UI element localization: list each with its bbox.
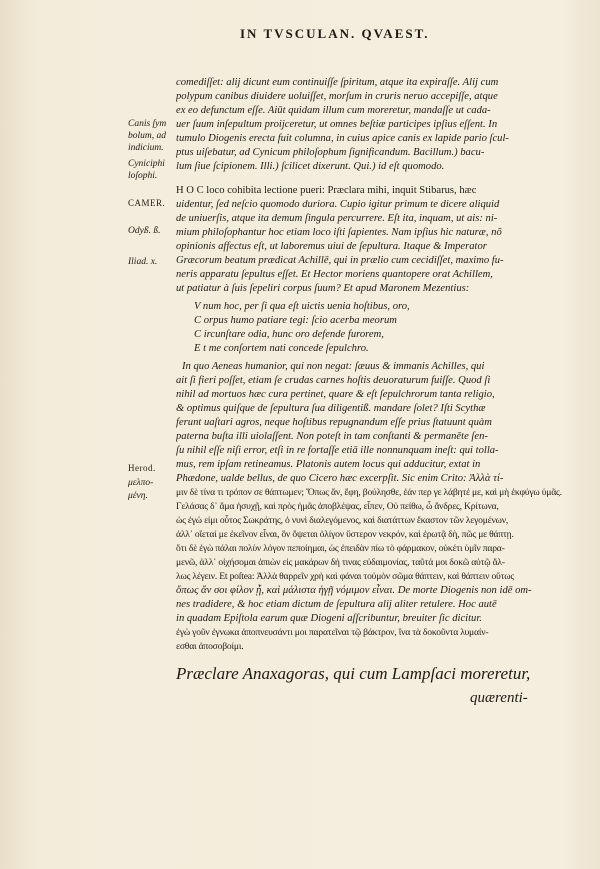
text-line: nihil ad mortuos hæc cura pertinet, quare & eſt ſepulchrorum tanta religio, [176, 389, 495, 400]
text-line: ſu nihil eſſe niſi error, etſi in re fortaſſe etiā ille nonnunquam ineſt: qui tolla- [176, 445, 499, 456]
text-line: neris apparatu ſepultus eſſet. Et Hector moriens quantopere orat Achillem, [176, 269, 493, 280]
text-line: H O C loco cohibita lectione pueri: Præclara mihi, inquit Stibarus, hæc [176, 185, 477, 196]
text-line: lum ſiue ſcipionem. Illi.) ſcilicet dixerunt. Qui.) id eſt quomodo. [176, 161, 445, 172]
text-line: Phædone, ualde bellus, de quo Cicero hæc excerpſit. Sic enim Crito: Ἀλλὰ τί- [176, 473, 504, 484]
text-line: polypum canibus diuidere uoluiſſet, morſum in cruris neruo accepiſſe, atque [176, 91, 498, 102]
greek-line: εσθαι ἀποσοβοίμι. [176, 641, 244, 652]
verse-line: C ircunſtare odia, hunc oro defende furorem, [194, 329, 384, 340]
greek-line: ἐγὼ γοῦν ἐγνωκα ἀποπνευσάντι μοι παρατεῖναι τῷ βάκτρον, ἵνα τὰ δοκοῦντα λυμαίν- [176, 627, 489, 638]
greek-line: Γελάσας δ᾽ ἅμα ἡσυχῇ, καὶ πρὸς ἡμᾶς ἀποβλέψας, εἶπεν, Οὐ πείθω, ὦ ἄνδρες, Κρίτωνα, [176, 501, 499, 512]
text-line: ut patiatur à ſuis ſepeliri corpus ſuum? Et apud Maronem Mezentius: [176, 283, 470, 294]
text-line: mium philoſophantur hoc etiam loco iſti ſapientes. Nam ipſius hic naturæ, nõ [176, 227, 502, 238]
greek-line: ὅτι δὲ ἐγὼ πάλαι πολὺν λόγον πεποίημαι, ὡς ἐπειδὰν πίω τὸ φάρμακον, οὐκέτι ὑμῖν παρα- [176, 543, 505, 554]
verse-line: C orpus humo patiare tegi: ſcio acerba meorum [194, 315, 397, 326]
text-line: nes tradidere, & hoc etiam dictum de ſepultura alij aliter retulere. Hoc autē [176, 599, 497, 610]
catchword: quærenti- [470, 690, 528, 706]
text-line: uidentur, ſed neſcio quomodo duriora. Cupio igitur primum te dicere aliquid [176, 199, 500, 210]
text-line: ὅπως ἄν σοι φίλον ᾖ, καὶ μάλιστα ἡγῇ νόμιμον εἶναι. De morte Diogenis non idē om- [176, 585, 532, 596]
text-line: ex eo defunctum eſſe. Aiūt quidam illum cum moreretur, mandaſſe ut cada- [176, 105, 491, 116]
greek-line: μενῶ, ἀλλ᾽ οἰχήσομαι ἀπιὼν εἰς μακάρων δή τινας εὐδαιμονίας, ταῦτά μοι δοκῶ αὐτῷ ἄλ- [176, 557, 505, 568]
closing-line: Præclare Anaxagoras, qui cum Lampſaci moreretur, [176, 664, 531, 683]
margin-note: Canis ſym bolum, ad indicium. [128, 119, 167, 153]
text-line: uer ſuum inſepultum proijceretur, ut omnes beſtiæ participes ipſius eſſent. In [176, 119, 498, 130]
greek-line: μιν δὲ τίνα τι τρόπον σε θάπτωμεν; Ὅπως ἄν, ἔφη, βούλησθε, ἐάν περ γε λάβητέ με, καὶ μὴ ἐκφύγω ὑμᾶς. [176, 487, 562, 498]
text-line: ait ſi fieri poſſet, etiam ſe crudas carnes hoſtis deuoraturum fuiſſe. Quod ſi [176, 375, 491, 386]
verse-line: V num hoc, per ſi qua eſt uictis uenia hoſtibus, oro, [194, 301, 410, 312]
margin-note: CAMER. [128, 198, 166, 208]
margin-note: μένη. [128, 491, 148, 501]
running-header: IN TVSCULAN. QVAEST. [240, 26, 430, 41]
text-line: In quo Aeneas humanior, qui non negat: ſæuus & immanis Achilles, qui [182, 361, 485, 372]
text-line: comediſſet: alij dicunt eum continuiſſe ſpiritum, atque ita expiraſſe. Alij cum [176, 77, 499, 88]
margin-note: Herod. [128, 463, 156, 473]
text-line: de uniuerſis, atque ita demum ſingula percurrere. Eſt ita, inquam, ut ais: ni- [176, 213, 498, 224]
text-line: ptus uiſebatur, ad Cynicum philoſophum ſignificandum. Bacillum.) bacu- [176, 147, 485, 158]
greek-line: ὡς ἐγώ εἰμι οὗτος Σωκράτης, ὁ νυνὶ διαλεγόμενος, καὶ διατάττων ἕκαστον τῶν λεγομένων, [176, 515, 509, 526]
text-line: Græcorum beatum prædicat Achillē, qui in prælio cum cecidiſſet, maximo fu- [176, 255, 504, 266]
margin-note: μελπο- [128, 478, 154, 488]
margin-note: Cyniciphi loſophi. [128, 159, 165, 181]
text-line: & optimus quiſque de ſepultura ſua diligentiß. mandare ſolet? Iſti Scythæ [176, 403, 486, 414]
margin-note: Odyß. ß. [128, 226, 161, 236]
text-line: ferunt uaſtari agros, neque hoſtibus repugnandum eſſe prius ſtatuunt quàm [176, 417, 492, 428]
text-line: paterna buſta illi uiolaſſent. Non poteſt in tam conſtanti & permanēte ſen- [176, 431, 488, 442]
text-line: tumulo Diogenis erecta fuit columna, in cuius apice canis ex lapide pario ſcul- [176, 133, 509, 144]
greek-line: λως λέγειν. Et poſtea: Ἀλλὰ θαρρεῖν χρὴ καὶ φάναι τοὐμὸν σῶμα θάπτειν, καὶ θάπτειν οὕτως [176, 571, 514, 582]
greek-line: ἀλλ᾽ οἴεταί με ἐκεῖνον εἶναι, ὃν ὄψεται ὀλίγον ὕστερον νεκρόν, καὶ ἐρωτᾷ δὴ, πῶς με θάπτῃ. [176, 529, 514, 540]
margin-note: Iliad. x. [128, 257, 158, 267]
text-line: mus, rem ipſam retineamus. Platonis autem locus qui adducitur, extat in [176, 459, 481, 470]
text-line: opinionis affectus eſt, ut laboremus uiui de ſepultura. Itaque & Imperator [176, 241, 487, 252]
verse-line: E t me conſortem nati concede ſepulchro. [194, 343, 369, 354]
text-line: in quadam Epiſtola earum quæ Diogeni aſſcribuntur, breuiter ſic dicitur. [176, 613, 482, 624]
